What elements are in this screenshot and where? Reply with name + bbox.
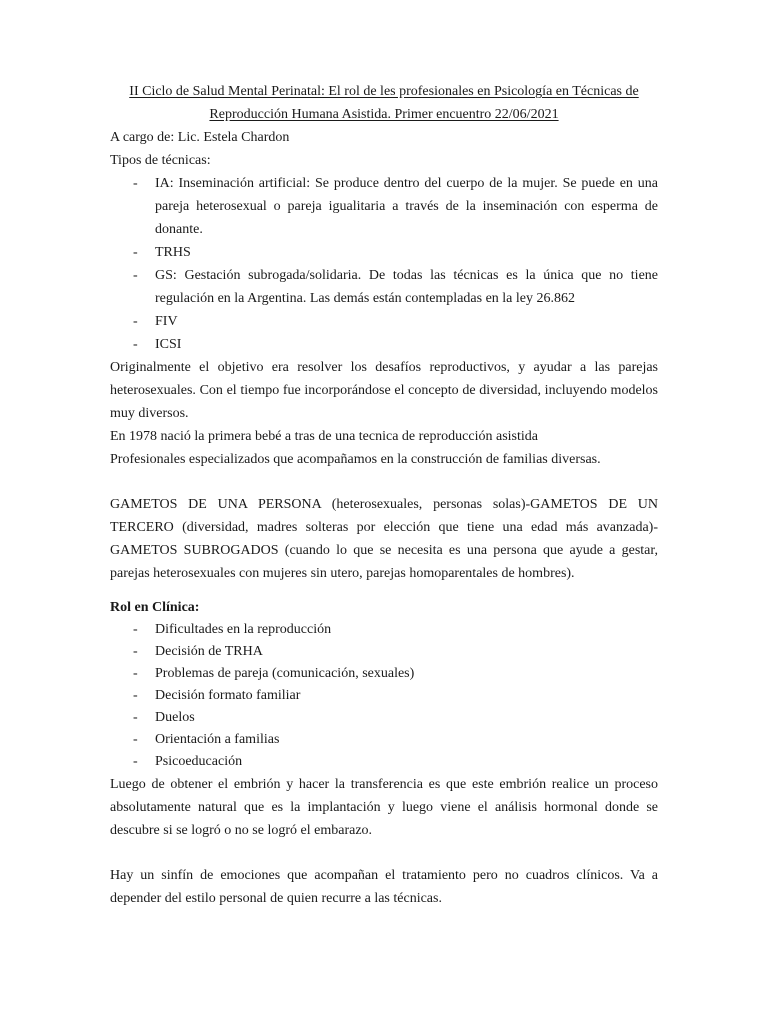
tecnicas-list [110,172,658,356]
dash-bullet: - [133,176,138,191]
list-item [110,641,658,663]
dash-bullet: - [133,644,138,659]
dash-bullet: - [133,622,138,637]
list-item [110,619,658,641]
list-item-text: Decisión formato familiar [155,688,301,703]
tipos-heading: Tipos de técnicas: [110,153,211,168]
list-item-text: IA: Inseminación artificial: Se produce dentro del cuerpo de la mujer. Se puede en una pareja heterosexual o pareja igualitaria a través de la inseminación con esperma de donante. [155,176,658,237]
dash-bullet: - [133,666,138,681]
paragraph-profesionales: Profesionales especializados que acompañamos en la construcción de familias diversas. [110,452,601,467]
list-item [110,333,658,356]
spacer [110,585,658,597]
rol-heading-text: Rol en Clínica: [110,600,200,615]
list-item-text: Decisión de TRHA [155,644,263,659]
list-item-text: Problemas de pareja (comunicación, sexuales) [155,666,415,681]
dash-bullet: - [133,337,138,352]
title-line-2: Reproducción Humana Asistida. Primer encuentro 22/06/2021 [209,107,559,122]
list-item [110,729,658,751]
list-item-text: Orientación a familias [155,732,280,747]
rol-list [110,619,658,773]
dash-bullet: - [133,314,138,329]
list-item [110,751,658,773]
list-item [110,241,658,264]
list-item-text: Dificultades en la reproducción [155,622,332,637]
list-item [110,685,658,707]
list-item-text: Psicoeducación [155,754,243,769]
cargo-line: A cargo de: Lic. Estela Chardon [110,130,290,145]
title-line-1: II Ciclo de Salud Mental Perinatal: El rol de les profesionales en Psicología en Técnicas de [129,84,639,99]
paragraph-gametos: GAMETOS DE UNA PERSONA (heterosexuales, personas solas)-GAMETOS DE UN TERCERO (diversidad, madres solteras por elección que tiene una edad más avanzada)- GAMETOS SUBROGADOS (cuando lo que se necesita es una persona que ayude a gestar, parejas heterosexuales con mujeres sin utero, parejas homoparentales de hombres). [110,497,658,581]
dash-bullet: - [133,754,138,769]
paragraph-1978: En 1978 nació la primera bebé a tras de una tecnica de reproducción asistida [110,429,538,444]
list-item [110,707,658,729]
list-item [110,264,658,310]
dash-bullet: - [133,245,138,260]
paragraph-embrion: Luego de obtener el embrión y hacer la transferencia es que este embrión realice un proceso absolutamente natural que es la implantación y luego viene el análisis hormonal donde se descubre si se logró o no se logró el embarazo. [110,777,658,838]
list-item-text: ICSI [155,337,182,352]
dash-bullet: - [133,688,138,703]
list-item-text: TRHS [155,245,191,260]
spacer [110,471,658,493]
list-item [110,663,658,685]
dash-bullet: - [133,710,138,725]
list-item-text: GS: Gestación subrogada/solidaria. De todas las técnicas es la única que no tiene regulación en la Argentina. Las demás están contempladas en la ley 26.862 [155,268,658,306]
paragraph-objetivo: Originalmente el objetivo era resolver los desafíos reproductivos, y ayudar a las parejas heterosexuales. Con el tiempo fue incorporándose el concepto de diversidad, incluyendo modelos muy diversos. [110,360,658,421]
list-item-text: FIV [155,314,178,329]
list-item [110,172,658,241]
list-item [110,310,658,333]
spacer [110,842,658,864]
list-item-text: Duelos [155,710,195,725]
dash-bullet: - [133,732,138,747]
dash-bullet: - [133,268,138,283]
document-title [110,80,658,126]
paragraph-emociones: Hay un sinfín de emociones que acompañan el tratamiento pero no cuadros clínicos. Va a depender del estilo personal de quien recurre a las técnicas. [110,868,658,906]
rol-heading [110,597,658,619]
